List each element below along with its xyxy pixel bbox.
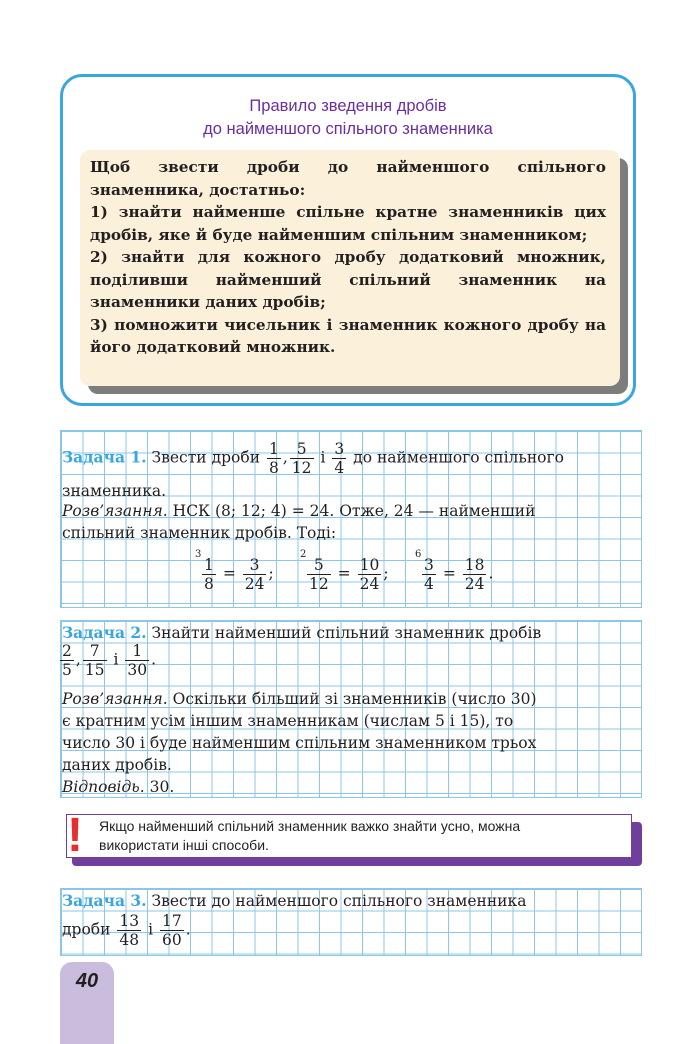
task1-label: Задача 1. (62, 447, 147, 467)
rule-text (80, 150, 620, 386)
note-box: Якщо найменший спільний знаменник важко знайти усно, можна використати інші способи. (66, 814, 632, 858)
task2-solution-line3: число 30 і буде найменшим спільним знаменником трьох (62, 734, 537, 752)
task1-equation-1: 3 1 8 = $\frac{3}{24}$ ; (195, 549, 274, 593)
task2-fractions: $\frac{2}{5}$ , $\frac{7}{15}$ і $\frac{1}{30}$ . (62, 642, 157, 679)
task2-solution-line2: є кратним усім іншим знаменникам (числам 5 і 15), то (62, 712, 514, 730)
task2-solution-line1: Розв’язання. Оскільки більший зі знаменників (число 30) (62, 690, 537, 708)
rule-step-1: 1) знайти найменше спільне кратне знаменників цих дробів, яке й буде найменшим спільним знаменником; (90, 203, 606, 244)
task2-answer-label: Відповідь. (62, 778, 145, 796)
task1-equation-3: 6 3 4 = $\frac{18}{24}$ . (415, 549, 494, 593)
task1-solution: Розв’язання. НСК (8; 12; 4) = 24. Отже, 24 — найменший (62, 502, 536, 520)
task2-solution-label: Розв’язання. (62, 690, 168, 708)
task1-equation-2: 2 5 12 = $\frac{10}{24}$ ; (300, 549, 389, 593)
task2-label: Задача 2. (62, 623, 147, 642)
rule-step-2: 2) знайти для кожного дробу додатковий множник, поділивши найменший спільний знаменник на знаменники даних дробів; (90, 248, 606, 311)
task2-line1: Задача 2. Знайти найменший спільний знаменник дробів (62, 623, 542, 642)
task1-line2: знаменника. (62, 482, 167, 500)
task3-label: Задача 3. (62, 891, 147, 910)
task1-fraction-3: $\frac{3}{4}$ (334, 440, 345, 477)
rule-title: Правило зведення дробів до найменшого спільного знаменника (203, 97, 493, 138)
exclamation-icon: ! (67, 809, 83, 862)
page-number: 40 (75, 970, 99, 992)
task1-line1: Задача 1. Звести дроби $\frac{1}{8}$ , $\frac{5}{12}$ і $\frac{3}{4}$ до найменшого спільного (62, 440, 564, 477)
task3-line2: дроби $\frac{13}{48}$ і $\frac{17}{60}$ . (62, 912, 191, 949)
rule-intro: Щоб звести дроби до найменшого спільного знаменника, достатньо: (90, 158, 606, 199)
task1-fraction-2: $\frac{5}{12}$ (291, 440, 312, 477)
rule-step-3: 3) помножити чисельник і знаменник кожного дробу на його додатковий множник. (90, 315, 606, 356)
task2-answer: Відповідь. 30. (62, 778, 175, 796)
task1-solution-line2: спільний знаменник дробів. Тоді: (62, 524, 337, 542)
task3-line1: Задача 3. Звести до найменшого спільного знаменника (62, 891, 527, 910)
task1-solution-label: Розв’язання. (62, 502, 168, 520)
task1-fraction-1: $\frac{1}{8}$ (268, 440, 279, 477)
task2-solution-line4: даних дробів. (62, 756, 172, 774)
